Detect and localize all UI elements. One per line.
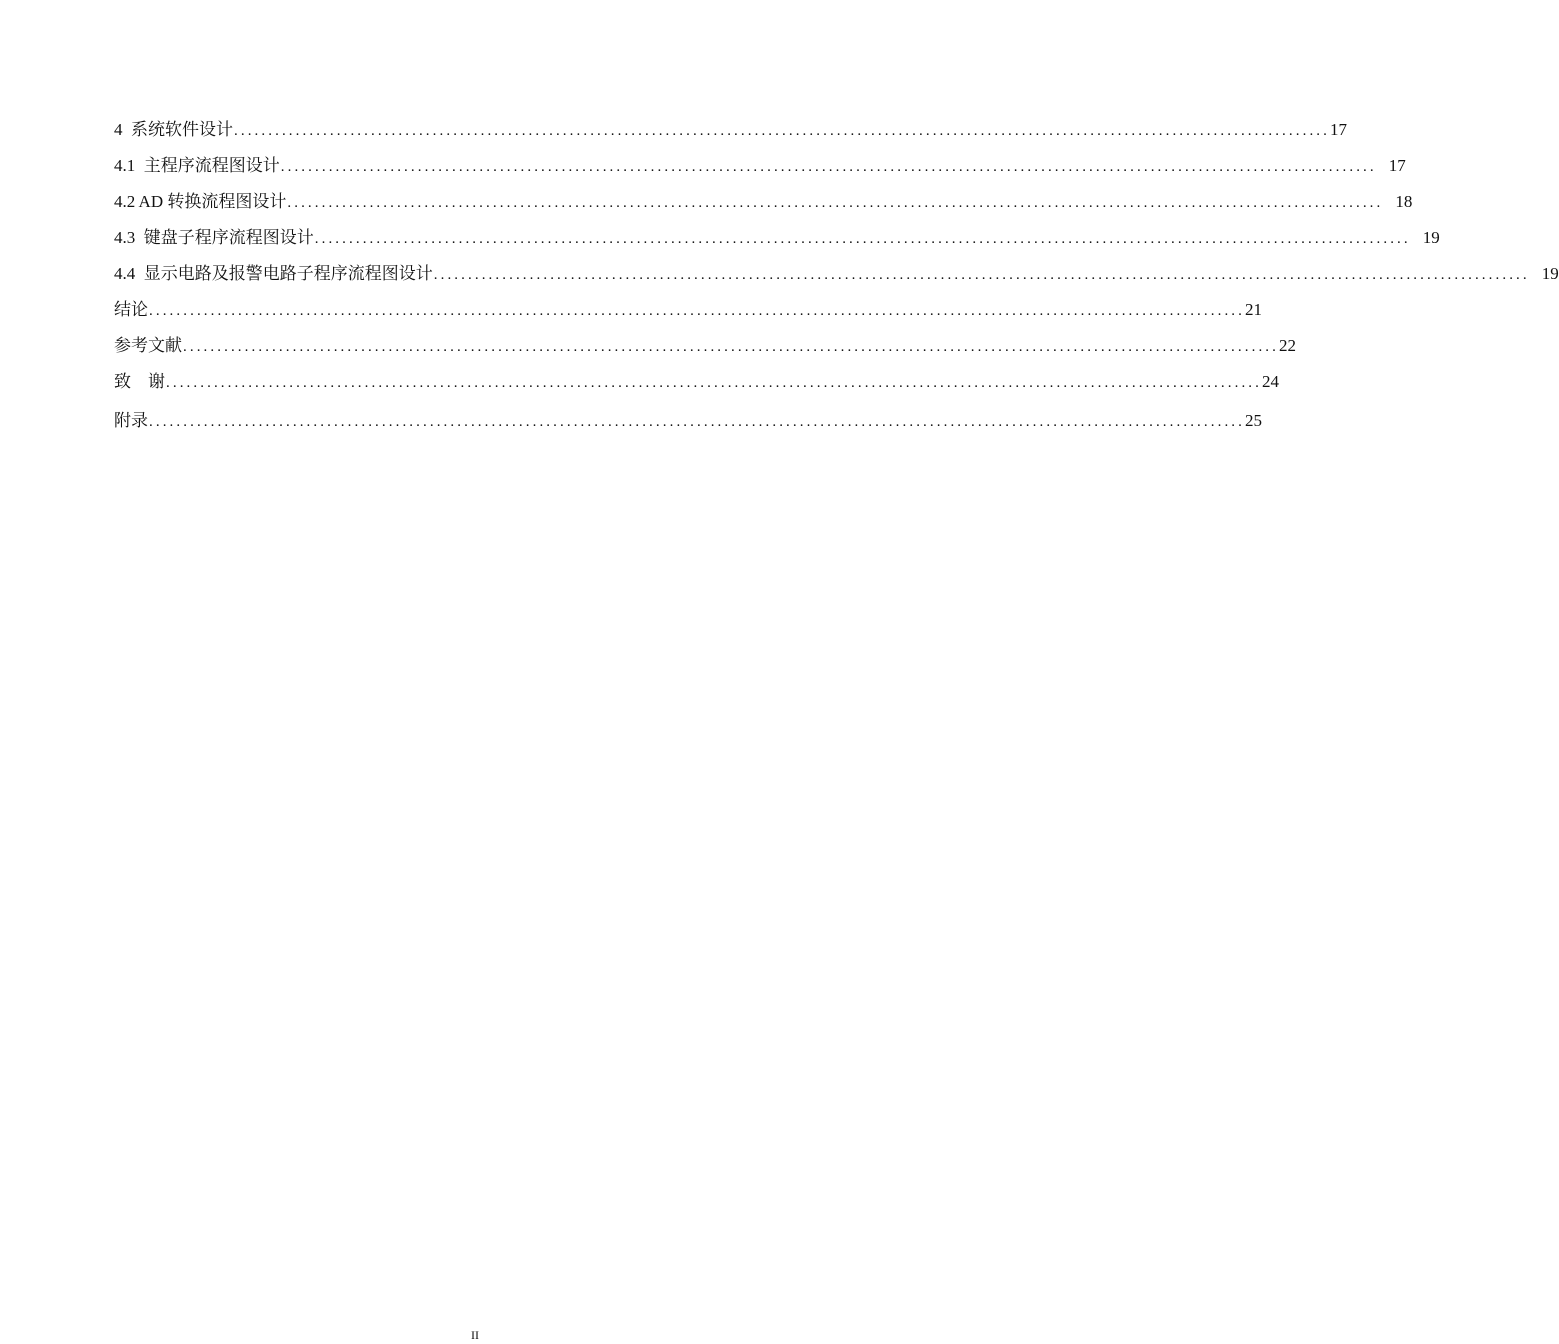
toc-entry-label: 致 谢 — [114, 372, 165, 391]
toc-entry-label: 4.4 显示电路及报警电路子程序流程图设计 — [114, 264, 433, 283]
toc-entry-page: 25 — [1245, 411, 1262, 430]
toc-entry-appendix[interactable] — [114, 408, 1262, 444]
toc-entry-chapter-4[interactable] — [114, 117, 1347, 153]
toc-leader-dots: ................................................................................................................................................................ — [149, 414, 1245, 430]
toc-leader-dots: ................................................................................................................................................................ — [234, 123, 1330, 139]
toc-entry-label: 4.2 AD 转换流程图设计 — [114, 192, 287, 211]
toc-entry-label: 结论 — [114, 300, 148, 319]
toc-entry-acknowledgements[interactable] — [114, 369, 1279, 405]
toc-leader-dots: ................................................................................................................................................................ — [314, 231, 1411, 247]
toc-entry-page: 19 — [1541, 264, 1559, 283]
toc-leader-dots: ................................................................................................................................................................ — [149, 303, 1245, 319]
toc-entry-page: 22 — [1279, 336, 1296, 355]
toc-entry-page: 17 — [1330, 120, 1347, 139]
toc-entry-4-4[interactable] — [114, 261, 1559, 297]
toc-entry-conclusion[interactable] — [114, 297, 1262, 333]
toc-entry-4-2[interactable] — [114, 189, 1413, 225]
toc-entry-4-1[interactable] — [114, 153, 1406, 189]
toc-entry-page: 18 — [1395, 192, 1413, 211]
toc-entry-label: 参考文献 — [114, 336, 182, 355]
toc-entry-label: 4.1 主程序流程图设计 — [114, 156, 280, 175]
toc-leader-dots: ................................................................................................................................................................ — [433, 267, 1530, 283]
toc-leader-dots: ................................................................................................................................................................ — [166, 375, 1262, 391]
toc-leader-dots: ................................................................................................................................................................ — [287, 195, 1384, 211]
toc-entry-page: 24 — [1262, 372, 1279, 391]
toc-leader-dots: ................................................................................................................................................................ — [183, 339, 1279, 355]
table-of-contents — [114, 117, 1559, 444]
toc-entry-page: 21 — [1245, 300, 1262, 319]
toc-entry-label: 附录 — [114, 411, 148, 430]
toc-leader-dots: ................................................................................................................................................................ — [280, 159, 1377, 175]
toc-entry-references[interactable] — [114, 333, 1296, 369]
toc-entry-label: 4 系统软件设计 — [114, 120, 233, 139]
toc-entry-label: 4.3 键盘子程序流程图设计 — [114, 228, 314, 247]
page-number: II — [471, 1328, 479, 1342]
toc-entry-page: 17 — [1388, 156, 1406, 175]
toc-entry-4-3[interactable] — [114, 225, 1440, 261]
toc-entry-page: 19 — [1422, 228, 1440, 247]
